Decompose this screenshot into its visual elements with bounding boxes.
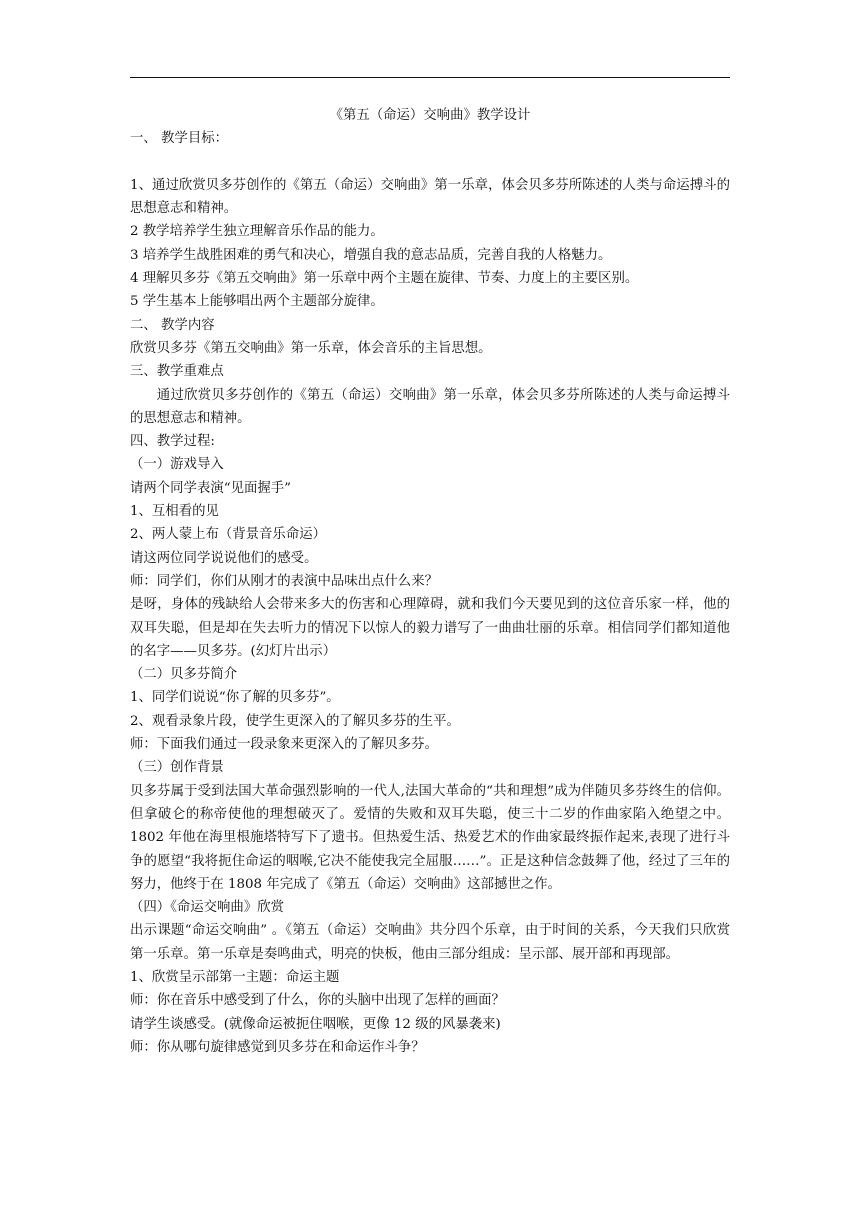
objective-item: 4 理解贝多芬《第五交响曲》第一乐章中两个主题在旋律、节奏、力度上的主要区别。 [130,271,639,287]
section-heading-objectives: 一、 教学目标： [130,131,228,147]
process-paragraph: 是呀，身体的残缺给人会带来多大的伤害和心理障碍，就和我们今天要见到的这位音乐家一样，他的双耳失聪，但是却在失去听力的情况下以惊人的毅力谱写了一曲曲壮丽的乐章。相信同学们都知道他的名字——贝多芬。(幻灯片出示） [130,597,730,659]
section-content-text: 欣赏贝多芬《第五交响曲》第一乐章，体会音乐的主旨思想。 [130,340,492,356]
process-line: 1、欣赏呈示部第一主题：命运主题 [130,969,340,985]
document-title: 《第五（命运）交响曲》教学设计 [329,108,531,123]
process-line: 1、互相看的见 [130,504,219,520]
objective-item: 1、通过欣赏贝多芬创作的《第五（命运）交响曲》第一乐章，体会贝多芬所陈述的人类与命运搏斗的思想意志和精神。 [130,177,730,217]
appreciation-paragraph: 出示课题“命运交响曲” 。《第五（命运）交响曲》共分四个乐章，由于时间的关系，今天我们只欣赏第一乐章。第一乐章是奏鸣曲式，明亮的快板，他由三部分组成：呈示部、展开部和再现部。 [130,923,730,962]
objective-item: 3 培养学生战胜困难的勇气和决心，增强自我的意志品质，完善自我的人格魅力。 [130,247,612,263]
process-line: 师：同学们，你们从刚才的表演中品味出点什么来？ [130,573,438,589]
subsection-heading-appreciation: （四）《命运交响曲》欣赏 [130,900,284,916]
header-rule [130,77,730,78]
section-heading-content: 二、 教学内容 [130,317,215,333]
section-heading-process: 四、教学过程: [130,434,215,450]
subsection-heading-background: （三）创作背景 [130,760,224,776]
process-line: 师：下面我们通过一段录象来更深入的了解贝多芬。 [130,737,438,753]
process-line: 1、同学们说说“你了解的贝多芬”。 [130,690,340,706]
blank-line [130,151,730,174]
process-line: 请这两位同学说说他们的感受。 [130,550,318,566]
subsection-heading-biography: （二）贝多芬简介 [130,667,238,683]
section-heading-key-points: 三、教学重难点 [130,364,224,380]
background-paragraph: 贝多芬属于受到法国大革命强烈影响的一代人,法国大革命的“共和理想”成为伴随贝多芬终生的信仰。但拿破仑的称帝使他的理想破灭了。爱情的失败和双耳失聪，使三十二岁的作曲家陷入绝望之中。1802 年他在海里根施塔特写下了遗书。但热爱生活、热爱艺术的作曲家最终振作起来,表现了进行斗争的愿望“我将扼住命运的咽喉,它决不能使我完全屈服……”。正是这种信念鼓舞了他，经过了三年的努力，他终于在 1808 年完成了《第五（命运）交响曲》这部撼世之作。 [130,783,730,892]
document-page [130,0,730,1216]
process-line: 请学生谈感受。(就像命运被扼住咽喉，更像 12 级的风暴袭来) [130,1016,501,1032]
process-line: 师：你从哪句旋律感觉到贝多芬在和命运作斗争？ [130,1039,425,1055]
subsection-heading-game: （一）游戏导入 [130,457,224,473]
process-line: 师：你在音乐中感受到了什么，你的头脑中出现了怎样的画面？ [130,993,505,1009]
document-body [130,104,730,1059]
process-line: 2、两人蒙上布（背景音乐命运） [130,527,326,543]
process-line: 2、观看录象片段，使学生更深入的了解贝多芬的生平。 [130,713,460,729]
process-line: 请两个同学表演“见面握手” [130,480,291,496]
objective-item: 5 学生基本上能够唱出两个主题部分旋律。 [130,294,384,310]
key-points-text: 通过欣赏贝多芬创作的《第五（命运）交响曲》第一乐章，体会贝多芬所陈述的人类与命运搏斗的思想意志和精神。 [130,387,730,426]
objective-item: 2 教学培养学生独立理解音乐作品的能力。 [130,224,384,240]
